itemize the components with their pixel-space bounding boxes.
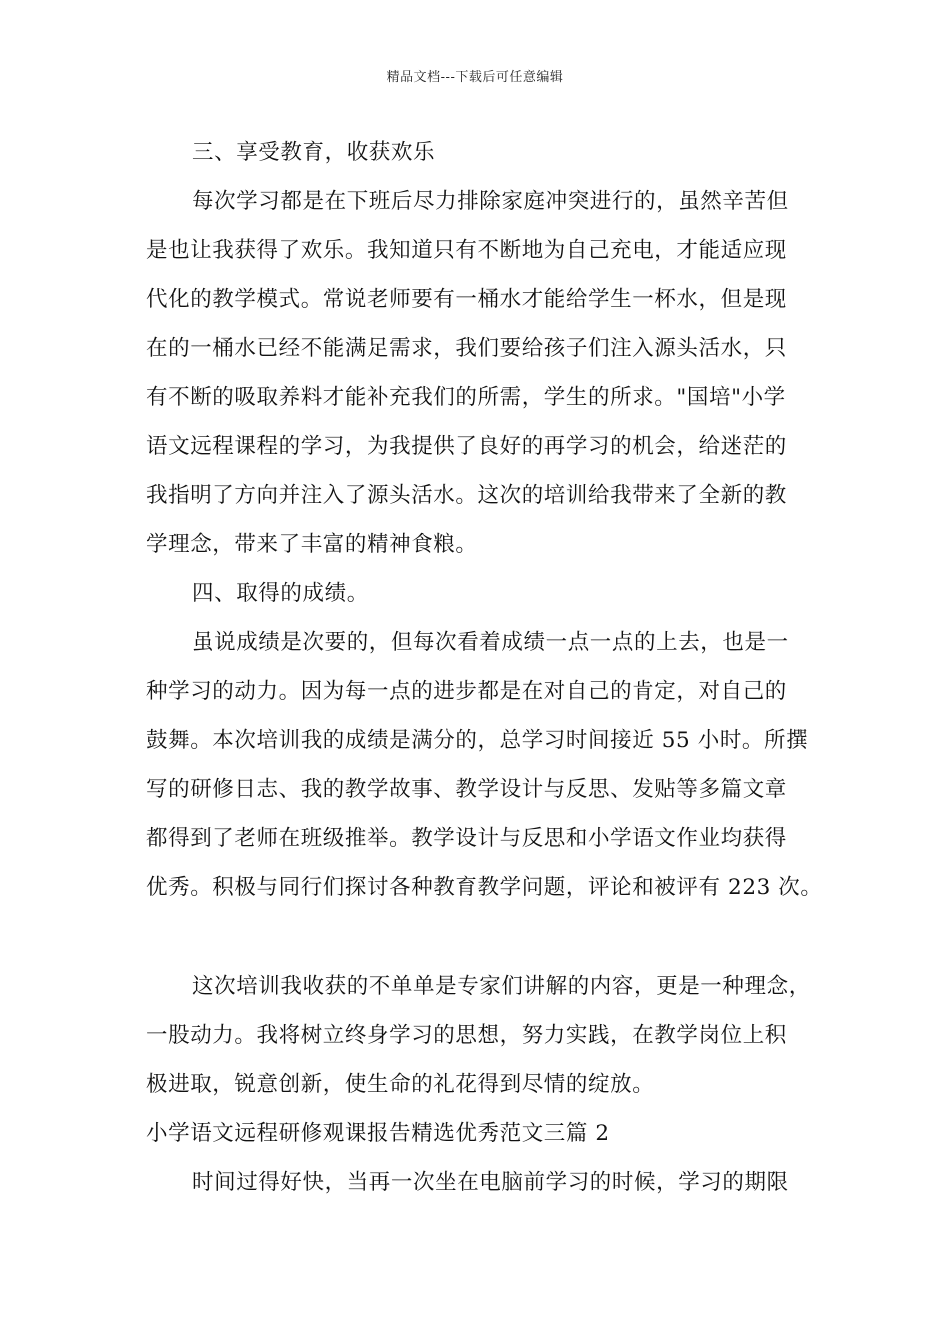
paragraph-line: 写的研修日志、我的教学故事、教学设计与反思、发贴等多篇文章 xyxy=(146,777,787,802)
paragraph-line: 语文远程课程的学习，为我提供了良好的再学习的机会，给迷茫的 xyxy=(146,434,787,459)
section-heading-4: 四、取得的成绩。 xyxy=(192,581,369,606)
paragraph-line: 有不断的吸取养料才能补充我们的所需，学生的所求。"国培"小学 xyxy=(146,385,786,410)
paragraph-line: 学理念，带来了丰富的精神食粮。 xyxy=(146,532,478,557)
paragraph-line: 一股动力。我将树立终身学习的思想，努力实践，在教学岗位上积 xyxy=(146,1023,787,1048)
paragraph-line: 鼓舞。本次培训我的成绩是满分的，总学习时间接近 55 小时。所撰 xyxy=(146,728,809,753)
paragraph-line: 在的一桶水已经不能满足需求，我们要给孩子们注入源头活水，只 xyxy=(146,336,787,361)
paragraph-line: 我指明了方向并注入了源头活水。这次的培训给我带来了全新的教 xyxy=(146,483,787,508)
paragraph-line: 代化的教学模式。常说老师要有一桶水才能给学生一杯水，但是现 xyxy=(146,287,787,312)
paragraph-line: 是也让我获得了欢乐。我知道只有不断地为自己充电，才能适应现 xyxy=(146,238,787,263)
paragraph-line: 每次学习都是在下班后尽力排除家庭冲突进行的，虽然辛苦但 xyxy=(192,189,789,214)
page-header: 精品文档---下载后可任意编辑 xyxy=(386,70,564,85)
paragraph-line: 优秀。积极与同行们探讨各种教育教学问题，评论和被评有 223 次。 xyxy=(146,875,823,900)
paragraph-line: 种学习的动力。因为每一点的进步都是在对自己的肯定，对自己的 xyxy=(146,679,787,704)
paragraph-line: 都得到了老师在班级推举。教学设计与反思和小学语文作业均获得 xyxy=(146,826,787,851)
paragraph-line: 时间过得好快，当再一次坐在电脑前学习的时候，学习的期限 xyxy=(192,1170,789,1195)
article-title: 小学语文远程研修观课报告精选优秀范文三篇 2 xyxy=(146,1121,610,1146)
paragraph-line: 虽说成绩是次要的，但每次看着成绩一点一点的上去，也是一 xyxy=(192,630,789,655)
paragraph-line: 这次培训我收获的不单单是专家们讲解的内容，更是一种理念， xyxy=(192,974,811,999)
paragraph-line: 极进取，锐意创新，使生命的礼花得到尽情的绽放。 xyxy=(146,1072,655,1097)
section-heading-3: 三、享受教育，收获欢乐 xyxy=(192,140,436,165)
